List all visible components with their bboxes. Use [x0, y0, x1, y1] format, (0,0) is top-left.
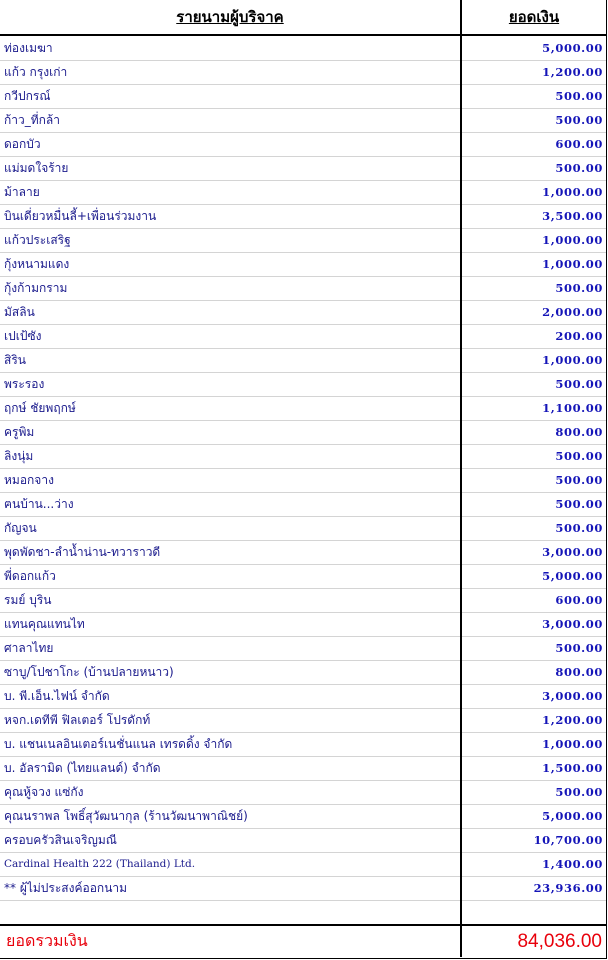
- table-row: [0, 60, 606, 85]
- donation-amount: 500.00: [460, 276, 606, 300]
- donor-name: พุดพัดชา-ลำน้ำน่าน-ทวาราวดี: [4, 544, 161, 559]
- table-row: [0, 732, 606, 757]
- donation-amount: 3,000.00: [460, 612, 606, 636]
- total-label: ยอดรวมเงิน: [6, 931, 88, 950]
- donation-amount: 1,000.00: [460, 348, 606, 372]
- table-row: [0, 756, 606, 781]
- donor-name: ม้าลาย: [4, 184, 40, 199]
- donor-name: กุ้งก้ามกราม: [4, 280, 68, 295]
- donation-amount: 1,400.00: [460, 852, 606, 876]
- donor-name: คุณหู้จวง แซ่กัง: [4, 784, 84, 799]
- donor-name: กัญจน: [4, 520, 37, 535]
- table-row: [0, 396, 606, 421]
- table-row: [0, 420, 606, 445]
- table-row: [0, 780, 606, 805]
- table-row: [0, 156, 606, 181]
- table-row: [0, 324, 606, 349]
- donor-name: ** ผู้ไม่ประสงค์ออกนาม: [4, 880, 128, 895]
- table-row: [0, 660, 606, 685]
- table-row: [0, 84, 606, 109]
- donor-name: ดอกบัว: [4, 136, 41, 151]
- donor-name: ลิงนุ่ม: [4, 448, 34, 463]
- donation-amount: 23,936.00: [460, 876, 606, 900]
- donor-name: ครูพิม: [4, 424, 35, 439]
- donor-name: มัสลิน: [4, 304, 35, 319]
- donation-amount: 1,000.00: [460, 228, 606, 252]
- donor-name: บ. แชนเนลอินเตอร์เนชั่นแนล เทรดดิ้ง จำกัด: [4, 736, 233, 751]
- donation-amount: 1,000.00: [460, 732, 606, 756]
- table-row: [0, 636, 606, 661]
- total-row: [0, 926, 606, 957]
- donation-amount: 3,500.00: [460, 204, 606, 228]
- donation-amount: 500.00: [460, 372, 606, 396]
- table-row: [0, 444, 606, 469]
- table-row: [0, 132, 606, 157]
- total-amount: 84,036.00: [460, 926, 606, 957]
- blank-row: [0, 900, 606, 926]
- table-header: [0, 0, 606, 36]
- donation-amount: 600.00: [460, 588, 606, 612]
- donor-name: พี่ดอกแก้ว: [4, 568, 56, 583]
- table-row: [0, 36, 606, 61]
- table-row: [0, 372, 606, 397]
- table-row: [0, 468, 606, 493]
- donor-name: บ. พี.เอ็น.ไฟน์ จำกัด: [4, 688, 110, 703]
- donation-amount: 5,000.00: [460, 804, 606, 828]
- table-row: [0, 204, 606, 229]
- donor-name: คุณนราพล โพธิ์สุวัฒนากุล (ร้านวัฒนาพาณิชย์): [4, 808, 248, 823]
- table-row: [0, 540, 606, 565]
- table-row: [0, 564, 606, 589]
- donation-amount: 500.00: [460, 468, 606, 492]
- donor-name: หจก.เดทีพี ฟิลเตอร์ โปรดักท์: [4, 712, 151, 727]
- donation-amount: 600.00: [460, 132, 606, 156]
- donation-amount: 500.00: [460, 84, 606, 108]
- table-row: [0, 252, 606, 277]
- donor-name: บินเดี่ยวหมื่นลี้+เพื่อนร่วมงาน: [4, 208, 157, 223]
- table-row: [0, 708, 606, 733]
- donation-amount: 2,000.00: [460, 300, 606, 324]
- donation-amount: 1,200.00: [460, 708, 606, 732]
- donor-name: แก้วประเสริฐ: [4, 232, 71, 247]
- table-row: [0, 516, 606, 541]
- table-row: [0, 228, 606, 253]
- donor-name: หมอกจาง: [4, 472, 54, 487]
- table-row: [0, 492, 606, 517]
- donation-amount: 3,000.00: [460, 684, 606, 708]
- donation-amount: 10,700.00: [460, 828, 606, 852]
- donation-amount: 1,200.00: [460, 60, 606, 84]
- donation-amount: 1,000.00: [460, 180, 606, 204]
- donor-name: แทนคุณแทนไท: [4, 616, 85, 631]
- donor-name: ก้าว_ที่กล้า: [4, 112, 61, 127]
- donor-name: ฅนบ้าน...ว่าง: [4, 496, 74, 511]
- donor-name: แม่มดใจร้าย: [4, 160, 69, 175]
- donor-name: สิริน: [4, 352, 26, 367]
- donation-amount: 500.00: [460, 636, 606, 660]
- donor-name: Cardinal Health 222 (Thailand) Ltd.: [4, 858, 196, 870]
- donor-name: กวีปกรณ์: [4, 88, 51, 103]
- donor-name: รมย์ บุริน: [4, 592, 52, 607]
- donation-amount: 5,000.00: [460, 36, 606, 60]
- donation-amount: 800.00: [460, 660, 606, 684]
- table-row: [0, 348, 606, 373]
- table-row: [0, 684, 606, 709]
- donation-amount: 500.00: [460, 444, 606, 468]
- donation-amount: 1,500.00: [460, 756, 606, 780]
- table-row: [0, 588, 606, 613]
- table-row: [0, 876, 606, 901]
- donor-name: ซาบู/โปชาโกะ (บ้านปลายหนาว): [4, 664, 174, 679]
- donation-amount: 500.00: [460, 516, 606, 540]
- blank-name-cell: [0, 900, 460, 924]
- donor-name: ครอบครัวสินเจริญมณี: [4, 832, 117, 847]
- donation-amount: 1,000.00: [460, 252, 606, 276]
- donor-name: บ. อัลรามิด (ไทยแลนด์) จำกัด: [4, 760, 161, 775]
- donation-amount: 5,000.00: [460, 564, 606, 588]
- donation-amount: 500.00: [460, 780, 606, 804]
- donor-name: กุ้งหนามแดง: [4, 256, 70, 271]
- table-row: [0, 612, 606, 637]
- table-row: [0, 804, 606, 829]
- table-row: [0, 300, 606, 325]
- donor-name: พระรอง: [4, 376, 45, 391]
- donor-name: เปเป้ซัง: [4, 328, 42, 343]
- donor-name: ฤกษ์ ชัยพฤกษ์: [4, 400, 76, 415]
- donation-amount: 1,100.00: [460, 396, 606, 420]
- donation-amount: 500.00: [460, 156, 606, 180]
- table-row: [0, 828, 606, 853]
- donor-name-column-header: รายนามผู้บริจาค: [176, 8, 284, 26]
- donation-amount: 500.00: [460, 492, 606, 516]
- blank-amount-cell: [460, 900, 606, 924]
- donation-amount: 200.00: [460, 324, 606, 348]
- table-row: [0, 852, 606, 877]
- table-row: [0, 276, 606, 301]
- donation-amount: 500.00: [460, 108, 606, 132]
- table-row: [0, 180, 606, 205]
- donation-amount: 800.00: [460, 420, 606, 444]
- amount-column-header: ยอดเงิน: [460, 0, 606, 34]
- donor-name: แก้ว กรุงเก่า: [4, 64, 68, 79]
- donor-name: ท่องเมฆา: [4, 40, 53, 55]
- donor-name: ศาลาไทย: [4, 640, 54, 655]
- table-row: [0, 108, 606, 133]
- donation-amount: 3,000.00: [460, 540, 606, 564]
